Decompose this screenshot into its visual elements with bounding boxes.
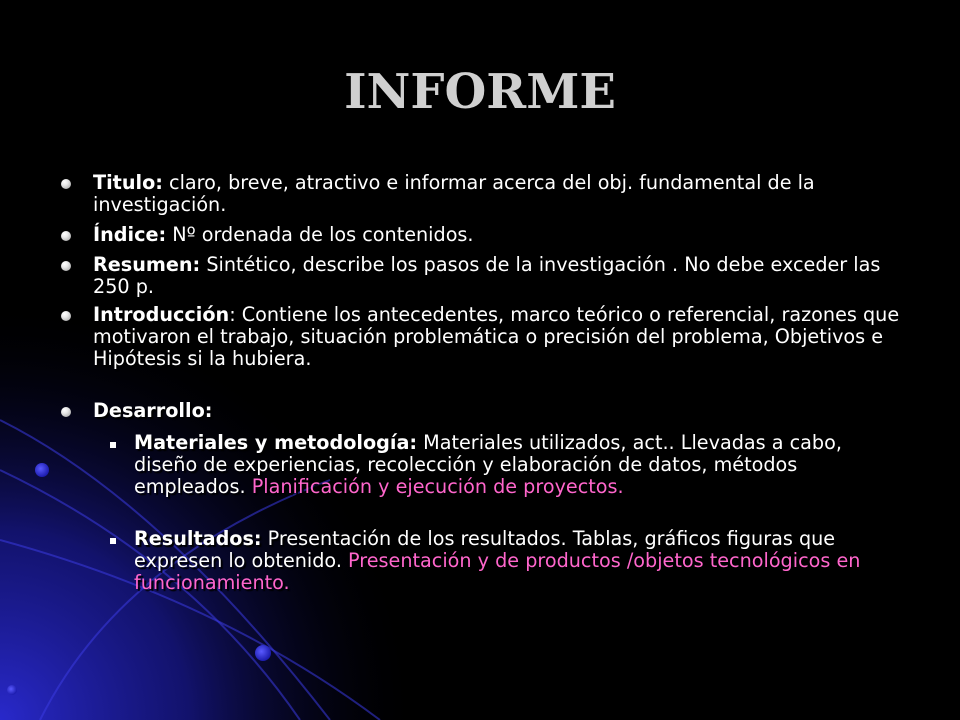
decoration-dot <box>255 645 271 661</box>
highlight-text: Planificación y ejecución de proyectos. <box>251 475 624 498</box>
bullet-dot-icon <box>61 311 71 321</box>
bullet-label: Desarrollo: <box>93 399 213 422</box>
bullet-resumen <box>93 254 913 298</box>
sub-bullet-materiales <box>134 432 904 498</box>
sub-bullet-label: Resultados: <box>134 527 262 550</box>
sub-bullet-text: Presentación de los resultados. Tablas, gráficos figuras que expresen lo obtenido. <box>134 527 836 572</box>
bullet-label: Titulo: <box>93 171 163 194</box>
bullet-dot-icon <box>61 407 71 417</box>
slide-title: INFORME <box>344 64 616 120</box>
sub-bullet-resultados <box>134 528 904 594</box>
sub-bullet-text: Materiales utilizados, act.. Llevadas a cabo, diseño de experiencias, recolección y elaboración de datos, métodos empleados. <box>134 431 842 498</box>
bullet-introduccion <box>93 304 913 370</box>
bullet-text: claro, breve, atractivo e informar acerca del obj. fundamental de la investigación. <box>93 171 815 216</box>
bullet-label: Resumen: <box>93 253 201 276</box>
decoration-dot <box>35 463 49 477</box>
bullet-label: Introducción <box>93 303 230 326</box>
bullet-indice <box>93 224 913 246</box>
bullet-label: Índice: <box>93 223 167 246</box>
highlight-text: Presentación y de productos /objetos tecnológicos en funcionamiento. <box>134 549 861 594</box>
square-bullet-icon <box>110 442 116 448</box>
bullet-desarrollo <box>93 400 913 422</box>
square-bullet-icon <box>110 538 116 544</box>
decoration-dot <box>7 685 17 695</box>
bullet-text: : Contiene los antecedentes, marco teórico o referencial, razones que motivaron el trabajo, situación problemática o precisión del problema, Objetivos e Hipótesis si la hubiera. <box>93 303 900 370</box>
bullet-text: Nº ordenada de los contenidos. <box>166 223 474 246</box>
bullet-dot-icon <box>61 179 71 189</box>
bullet-dot-icon <box>61 231 71 241</box>
bullet-dot-icon <box>61 261 71 271</box>
sub-bullet-label: Materiales y metodología: <box>134 431 418 454</box>
bullet-text: Sintético, describe los pasos de la investigación . No debe exceder las 250 p. <box>93 253 881 298</box>
bullet-titulo <box>93 172 913 216</box>
